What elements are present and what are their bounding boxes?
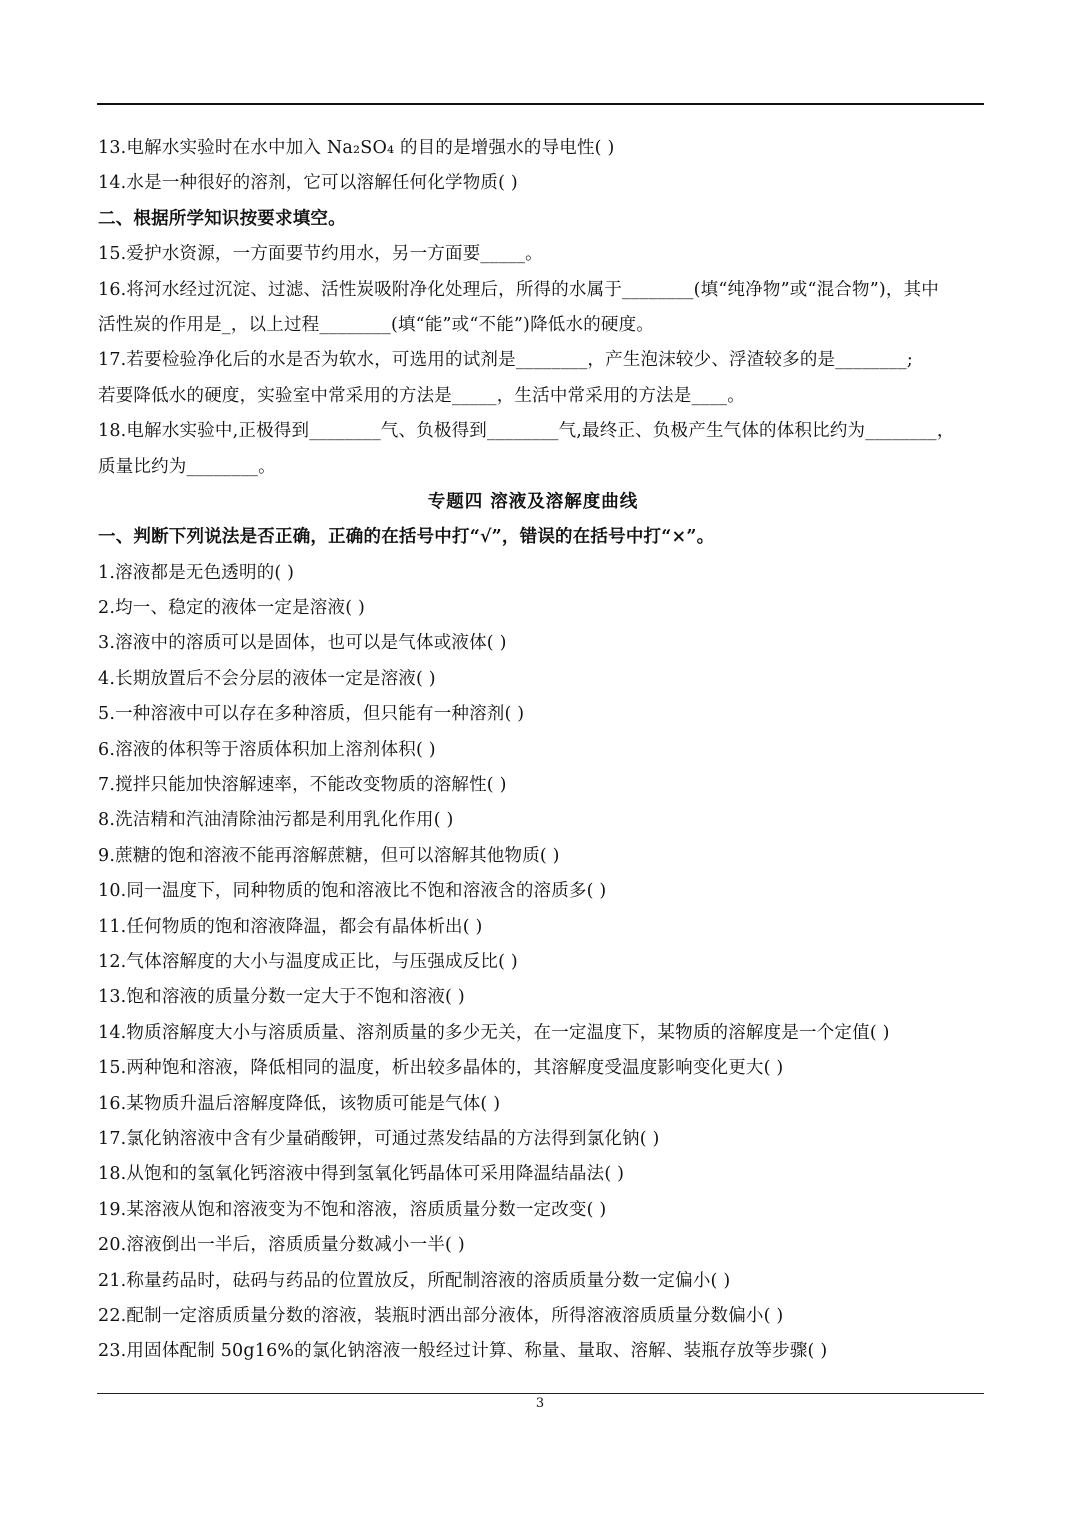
topic-title-text: 专题四 溶液及溶解度曲线 (427, 491, 639, 512)
line-9: 18.电解水实验中,正极得到________气、负极得到________气,最终正、负极产生气体的体积比约为________， (98, 421, 955, 442)
line-2: 14.水是一种很好的溶剂，它可以溶解任何化学物质( ) (98, 173, 518, 194)
line-29: 17.氯化钠溶液中含有少量硝酸钾，可通过蒸发结晶的方法得到氯化钠( ) (98, 1128, 660, 1149)
line-5: 16.将河水经过沉淀、过滤、活性炭吸附净化处理后，所得的水属于________(填“纯净物”或“混合物”)，其中 (98, 279, 939, 300)
line-8: 若要降低水的硬度，实验室中常采用的方法是_____，生活中常采用的方法是____。 (98, 385, 745, 406)
page-content (98, 131, 988, 1370)
line-17: 5.一种溶液中可以存在多种溶质，但只能有一种溶剂( ) (98, 704, 525, 725)
line-10: 质量比约为________。 (98, 456, 276, 477)
line-22: 10.同一温度下，同种物质的饱和溶液比不饱和溶液含的溶质多( ) (98, 881, 607, 902)
line-16: 4.长期放置后不会分层的液体一定是溶液( ) (98, 668, 436, 689)
header-rule (97, 103, 984, 105)
line-34: 22.配制一定溶质质量分数的溶液，装瓶时洒出部分液体，所得溶液溶质质量分数偏小( ) (98, 1305, 784, 1326)
line-28: 16.某物质升温后溶解度降低，该物质可能是气体( ) (98, 1093, 501, 1114)
line-35: 23.用固体配制 50g16%的氯化钠溶液一般经过计算、称量、量取、溶解、装瓶存放等步骤( ) (98, 1341, 828, 1362)
line-21: 9.蔗糖的饱和溶液不能再溶解蔗糖，但可以溶解其他物质( ) (98, 845, 560, 866)
line-4: 15.爱护水资源，一方面要节约用水，另一方面要_____。 (98, 244, 543, 265)
section-heading-fill-in: 二、根据所学知识按要求填空。 (98, 208, 346, 229)
line-30: 18.从饱和的氢氧化钙溶液中得到氢氧化钙晶体可采用降温结晶法( ) (98, 1164, 625, 1185)
line-33: 21.称量药品时，砝码与药品的位置放反，所配制溶液的溶质质量分数一定偏小( ) (98, 1270, 731, 1291)
line-24: 12.气体溶解度的大小与温度成正比，与压强成反比( ) (98, 951, 518, 972)
line-20: 8.洗洁精和汽油清除油污都是利用乳化作用( ) (98, 810, 454, 831)
line-25: 13.饱和溶液的质量分数一定大于不饱和溶液( ) (98, 987, 465, 1008)
line-15: 3.溶液中的溶质可以是固体，也可以是气体或液体( ) (98, 633, 507, 654)
section-heading-judgement: 一、判断下列说法是否正确，正确的在括号中打“√”，错误的在括号中打“×”。 (98, 527, 715, 548)
line-32: 20.溶液倒出一半后，溶质质量分数减小一半( ) (98, 1235, 465, 1256)
line-26: 14.物质溶解度大小与溶质质量、溶剂质量的多少无关，在一定温度下，某物质的溶解度是一个定值( ) (98, 1022, 890, 1043)
line-23: 11.任何物质的饱和溶液降温，都会有晶体析出( ) (98, 916, 483, 937)
page-number: 3 (535, 1396, 545, 1411)
line-13: 1.溶液都是无色透明的( ) (98, 562, 295, 583)
line-14: 2.均一、稳定的液体一定是溶液( ) (98, 598, 366, 619)
line-1: 13.电解水实验时在水中加入 Na₂SO₄ 的目的是增强水的导电性( ) (98, 138, 615, 158)
line-31: 19.某溶液从饱和溶液变为不饱和溶液，溶质质量分数一定改变( ) (98, 1199, 607, 1220)
topic-title (98, 485, 988, 520)
line-27: 15.两种饱和溶液，降低相同的温度，析出较多晶体的，其溶解度受温度影响变化更大( ) (98, 1058, 784, 1079)
line-6: 活性炭的作用是_，以上过程________(填“能”或“不能”)降低水的硬度。 (98, 314, 654, 335)
line-7: 17.若要检验净化后的水是否为软水，可选用的试剂是________，产生泡沫较少、浮渣较多的是________; (98, 350, 913, 371)
line-18: 6.溶液的体积等于溶质体积加上溶剂体积( ) (98, 739, 436, 760)
line-19: 7.搅拌只能加快溶解速率，不能改变物质的溶解性( ) (98, 775, 507, 796)
footer-rule (97, 1393, 984, 1394)
